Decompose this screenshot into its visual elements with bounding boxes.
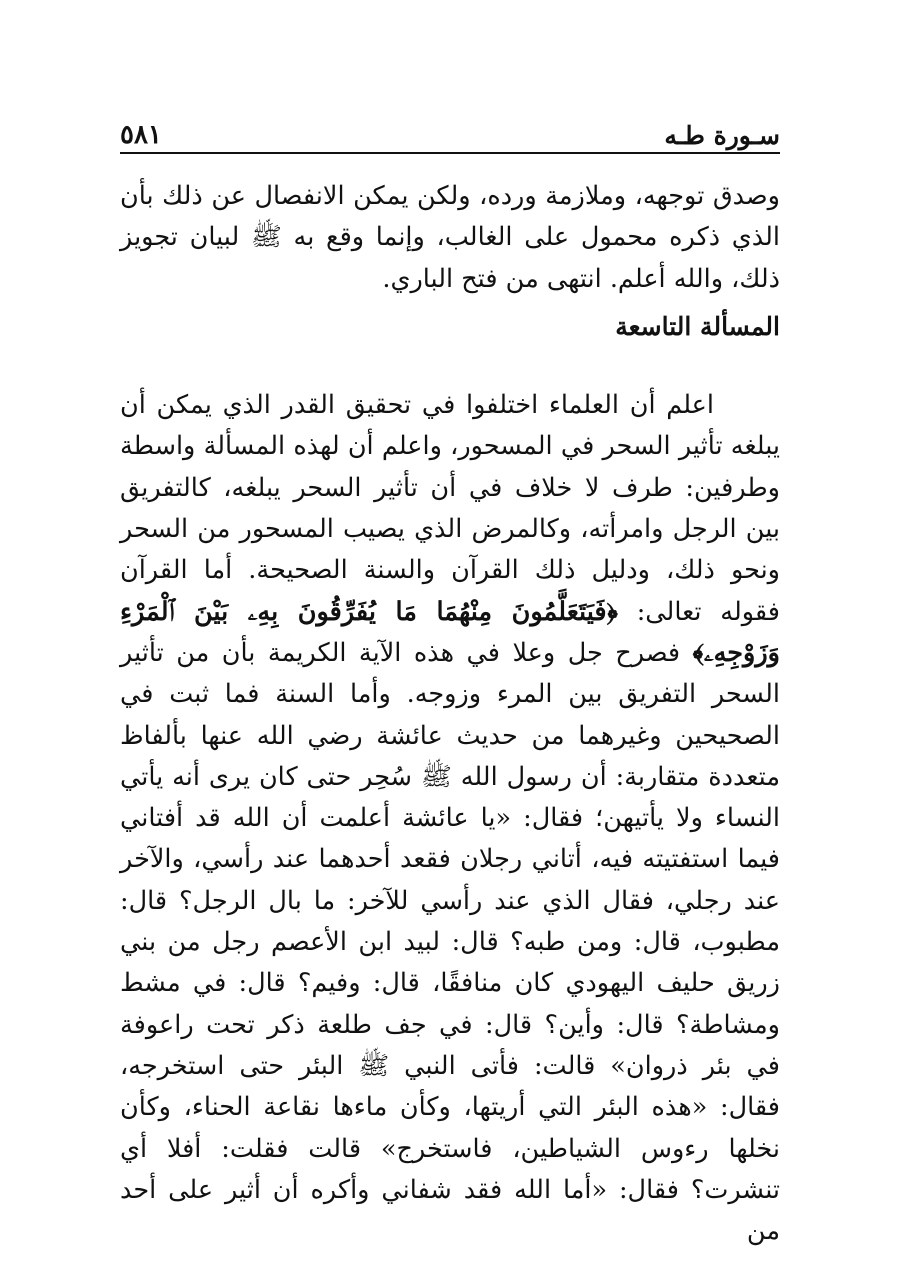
running-header [120,108,780,154]
page-number: ٥٨١ [120,120,162,150]
paragraph-ninth-issue [120,385,780,1252]
paragraph-text-part-2: فصرح جل وعلا في هذه الآية الكريمة بأن من تأثير السحر التفريق بين المرء وزوجه. وأما السنة فما ثبت في الصحيحين وغيرهما من حديث عائشة رضي الله عنها بألفاظ متعددة متقاربة: أن رسول الله ﷺ سُحِر حتى كان يرى أنه يأتي النساء ولا يأتيهن؛ فقال: «يا عائشة أعلمت أن الله قد أفتاني فيما استفتيته فيه، أتاني رجلان فقعد أحدهما عند رأسي، والآخر عند رجلي، فقال الذي عند رأسي للآخر: ما بال الرجل؟ قال: مطبوب، قال: ومن طبه؟ قال: لبيد ابن الأعصم رجل من بني زريق حليف اليهودي كان منافقًا، قال: وفيم؟ قال: في مشط ومشاطة؟ قال: وأين؟ قال: في جف طلعة ذكر تحت راعوفة في بئر ذروان» قالت: فأتى النبي ﷺ البئر حتى استخرجه، فقال: «هذه البئر التي أريتها، وكأن ماءها نقاعة الحناء، وكأن نخلها رءوس الشياطين، فاستخرج» قالت فقلت: أفلا أي تنشرت؟ فقال: «أما الله فقد شفاني وأكره أن أثير على أحد من [120,637,780,1247]
book-page [120,108,780,1252]
section-heading: المسألة التاسعة [615,311,780,341]
surah-title: سـورة طـه [664,121,780,150]
paragraph-continuation: وصدق توجهه، وملازمة ورده، ولكن يمكن الانفصال عن ذلك بأن الذي ذكره محمول على الغالب، وإنما وقع به ﷺ لبيان تجويز ذلك، والله أعلم. انتهى من فتح الباري. [120,181,780,294]
quran-verse: ﴿فَيَتَعَلَّمُونَ مِنْهُمَا مَا يُفَرِّقُونَ بِهِۦ بَيْنَ ٱلْمَرْءِ وَزَوْجِهِۦ﴾ [120,596,780,668]
paragraph-text-part-1: اعلم أن العلماء اختلفوا في تحقيق القدر الذي يمكن أن يبلغه تأثير السحر في المسحور، واعلم أن لهذه المسألة واسطة وطرفين: طرف لا خلاف في أن تأثير السحر يبلغه، كالتفريق بين الرجل وامرأته، وكالمرض الذي يصيب المسحور من السحر ونحو ذلك، ودليل ذلك القرآن والسنة الصحيحة. أما القرآن فقوله تعالى: [120,390,780,627]
page-body [120,176,780,1252]
